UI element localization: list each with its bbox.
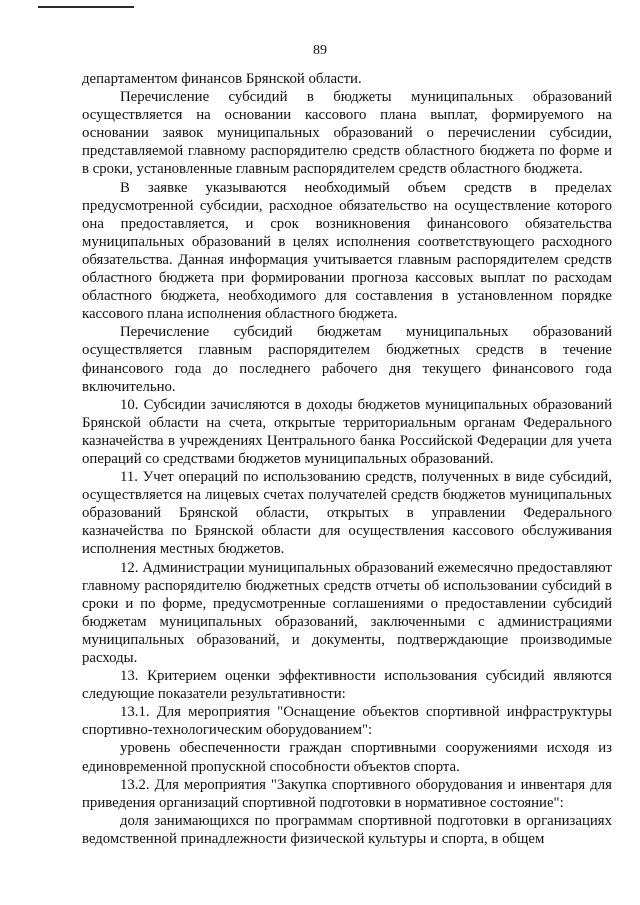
paragraph: 13.1. Для мероприятия "Оснащение объектов спортивной инфраструктуры спортивно-технологическим оборудованием": — [82, 704, 612, 739]
paragraph: 10. Субсидии зачисляются в доходы бюджетов муниципальных образований Брянской области на счета, открытые территориальным органам Федерального казначейства в учреждениях Центрального банка Российской Федерации для учета операций со средствами бюджетов муниципальных образований. — [82, 396, 612, 467]
paragraph: Перечисление субсидий в бюджеты муниципальных образований осуществляется на основании кассового плана выплат, формируемого на основании заявок муниципальных образований о перечислении субсидии, представляемой главному распорядителю средств областного бюджета по форме и в сроки, установленные главным распорядителем средств областного бюджета. — [82, 89, 612, 178]
document-body — [82, 70, 612, 848]
paragraph: уровень обеспеченности граждан спортивными сооружениями исходя из единовременной пропускной способности объектов спорта. — [82, 740, 612, 775]
paragraph: 13.2. Для мероприятия "Закупка спортивного оборудования и инвентаря для приведения организаций спортивной подготовки в нормативное состояние": — [82, 776, 612, 811]
paragraph: доля занимающихся по программам спортивной подготовки в организациях ведомственной принадлежности физической культуры и спорта, в общем — [82, 812, 612, 847]
paragraph: 11. Учет операций по использованию средств, полученных в виде субсидий, осуществляется на лицевых счетах получателей средств бюджетов муниципальных образований Брянской области, открытых в управлении Федерального казначейства по Брянской области для осуществления кассового обслуживания исполнения местных бюджетов. — [82, 469, 612, 558]
paragraph: 13. Критерием оценки эффективности использования субсидий являются следующие показатели результативности: — [82, 668, 612, 703]
paragraph: 12. Администрации муниципальных образований ежемесячно предоставляют главному распорядителю бюджетных средств отчеты об использовании субсидий в сроки и по форме, предусмотренные соглашениями о предоставлении субсидий бюджетам муниципальных образований, заключенными с администрациями муниципальных образований, и документы, подтверждающие производимые расходы. — [82, 559, 612, 666]
page-number: 89 — [313, 43, 327, 58]
scan-top-rule — [38, 6, 134, 8]
paragraph: В заявке указываются необходимый объем средств в пределах предусмотренной субсидии, расходное обязательство на осуществление которого она предоставляется, и срок возникновения финансового обязательства муниципальных образований в целях исполнения соответствующего расходного обязательства. Данная информация учитывается главным распорядителем средств областного бюджета при формировании прогноза кассовых выплат по расходам областного бюджета, необходимого для составления в установленном порядке кассового плана исполнения областного бюджета. — [82, 179, 612, 323]
paragraph: департаментом финансов Брянской области. — [82, 71, 362, 87]
paragraph: Перечисление субсидий бюджетам муниципальных образований осуществляется главным распорядителем бюджетных средств в течение финансового года до последнего рабочего дня текущего финансового года включительно. — [82, 324, 612, 395]
